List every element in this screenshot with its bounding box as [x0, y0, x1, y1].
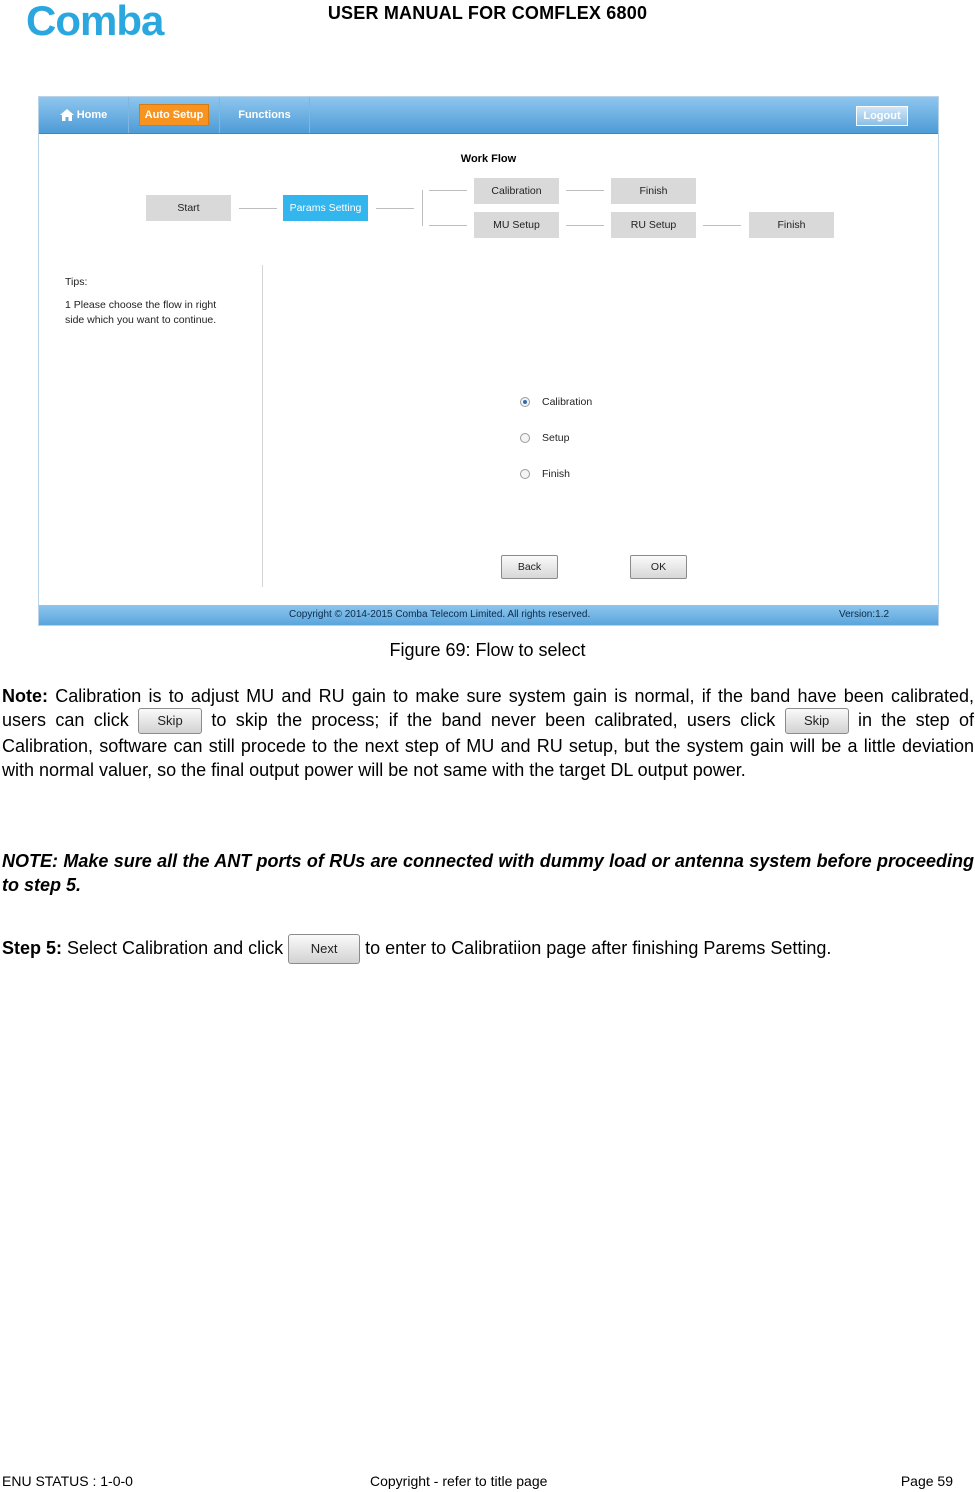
option-setup[interactable]: [520, 432, 569, 444]
step-5-text-2: to enter to Calibratiion page after finishing Parems Setting.: [360, 937, 832, 958]
workflow-calibration: Calibration: [474, 178, 559, 204]
tab-functions-label: Functions: [238, 109, 291, 121]
screenshot-version: Version:1.2: [839, 609, 890, 620]
workflow-connector: [429, 225, 467, 226]
warning-note: NOTE: Make sure all the ANT ports of RUs are connected with dummy load or antenna system before proceeding to step 5.: [2, 851, 974, 895]
figure-caption: Figure 69: Flow to select: [389, 640, 586, 660]
option-setup-label: Setup: [542, 432, 570, 444]
note-text-2: to skip the process; if the band never been calibrated, users click: [202, 710, 776, 730]
screenshot-figure: [38, 96, 939, 626]
tips-line-1: 1 Please choose the flow in right: [65, 299, 217, 311]
workflow-title: Work Flow: [460, 153, 517, 165]
workflow-connector: [376, 208, 414, 209]
next-button-image: Next: [288, 934, 360, 964]
nav-bar: [39, 97, 938, 134]
step-5-paragraph: [2, 934, 974, 964]
ok-button[interactable]: OK: [630, 555, 687, 579]
radio-icon[interactable]: [520, 469, 530, 479]
workflow-connector: [239, 208, 277, 209]
radio-selected-icon[interactable]: [520, 397, 530, 407]
skip-button-image: Skip: [138, 708, 202, 734]
logout-button[interactable]: Logout: [856, 106, 908, 126]
step-5-text-1: Select Calibration and click: [62, 937, 289, 958]
workflow-branch: [422, 190, 423, 226]
tab-home[interactable]: [39, 97, 129, 133]
option-calibration-label: Calibration: [542, 396, 593, 408]
workflow-params-setting: Params Setting: [283, 195, 368, 221]
skip-button-image: Skip: [785, 708, 849, 734]
workflow-connector: [429, 190, 467, 191]
home-icon: [60, 109, 74, 121]
screenshot-footer-bar: [39, 605, 938, 625]
tab-functions[interactable]: [220, 97, 310, 133]
tab-home-label: Home: [76, 109, 108, 121]
workflow-mu-setup: MU Setup: [474, 212, 559, 238]
option-finish-label: Finish: [542, 468, 571, 480]
workflow-connector: [566, 190, 604, 191]
note-paragraph: [2, 684, 974, 782]
option-finish[interactable]: [520, 468, 570, 480]
svg-text:Comba: Comba: [26, 2, 164, 40]
step-5-label: Step 5:: [2, 937, 63, 958]
tips-heading: Tips:: [65, 276, 88, 288]
workflow-connector: [566, 225, 604, 226]
note-label: Note:: [2, 686, 48, 706]
footer-copyright: Copyright - refer to title page: [370, 1473, 548, 1489]
note-text-3: in the step of Calibration, software can still procede to the next step of MU and RU setup, but the system gain will be a little deviation with normal valuer, so the final output power will be not same with the target DL output power.: [2, 710, 974, 781]
footer-page-number: Page 59: [900, 1473, 953, 1489]
workflow-finish-bottom: Finish: [749, 212, 834, 238]
footer-status: ENU STATUS : 1-0-0: [2, 1473, 133, 1489]
tab-auto-setup[interactable]: [129, 97, 220, 133]
radio-icon[interactable]: [520, 433, 530, 443]
panel-divider: [262, 265, 263, 587]
tips-panel: [65, 275, 255, 328]
workflow-start: Start: [146, 195, 231, 221]
workflow-finish-top: Finish: [611, 178, 696, 204]
back-button[interactable]: Back: [501, 555, 558, 579]
workflow-ru-setup: RU Setup: [611, 212, 696, 238]
screenshot-copyright: Copyright © 2014-2015 Comba Telecom Limited. All rights reserved.: [289, 609, 591, 620]
tab-auto-setup-label: Auto Setup: [139, 104, 210, 126]
tips-line-2: side which you want to continue.: [65, 314, 217, 326]
document-title: USER MANUAL FOR COMFLEX 6800: [327, 3, 648, 23]
workflow-connector: [703, 225, 741, 226]
option-calibration[interactable]: [520, 396, 592, 408]
note-text-1: Calibration is to adjust MU and RU gain to make sure system gain is normal, if the band have been calibrated, users can click: [2, 686, 974, 730]
